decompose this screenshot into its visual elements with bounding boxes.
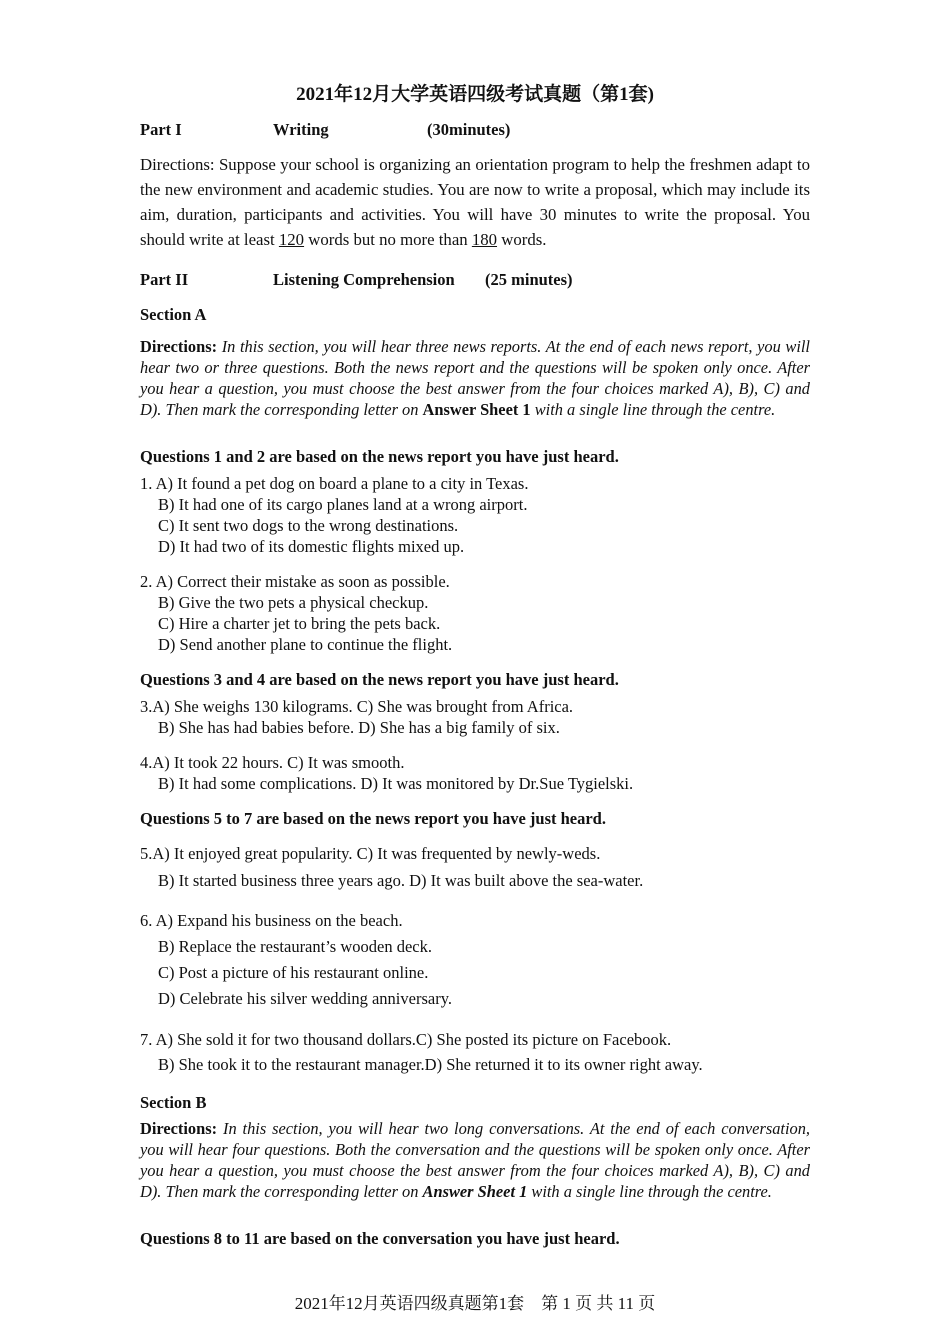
q2-option-b: B) Give the two pets a physical checkup. xyxy=(158,593,429,612)
questions-1-2-header: Questions 1 and 2 are based on the news report you have just heard. xyxy=(140,447,619,466)
part2-header xyxy=(140,270,573,290)
q4-options-ac: 4.A) It took 22 hours. C) It was smooth. xyxy=(140,753,405,772)
exam-page xyxy=(140,0,810,1342)
section-b-directions-text-a: In this section, you will hear two long conversations. At the end of each conversation, you will hear four questions. Both the conversation and the questions will be spoken only once. After you hear a question, you must choose the best answer from the four choices marked A), B), C) and D). Then mark the corresponding letter on xyxy=(140,1119,810,1201)
q7-options-ac: 7. A) She sold it for two thousand dollars.C) She posted its picture on Facebook. xyxy=(140,1030,672,1049)
q5-options-bd: B) It started business three years ago. D) It was built above the sea-water. xyxy=(158,871,644,890)
section-a-directions-text-b: with a single line through the centre. xyxy=(530,400,776,419)
section-b-heading: Section B xyxy=(140,1093,207,1112)
q1-option-c: C) It sent two dogs to the wrong destinations. xyxy=(158,516,459,535)
page-title: 2021年12月大学英语四级考试真题（第1套) xyxy=(296,84,654,105)
q6-option-b: B) Replace the restaurant’s wooden deck. xyxy=(158,937,432,956)
part2-label: Part II xyxy=(140,270,189,289)
part1-name: Writing xyxy=(273,120,329,139)
part1-directions-text-c: words. xyxy=(497,230,547,249)
q1-option-a: 1. A) It found a pet dog on board a plane to a city in Texas. xyxy=(140,474,529,493)
q5-options-ac: 5.A) It enjoyed great popularity. C) It was frequented by newly-weds. xyxy=(140,844,601,863)
page-footer: 2021年12月英语四级真题第1套 第 1 页 共 11 页 xyxy=(294,1294,656,1313)
q6-option-a: 6. A) Expand his business on the beach. xyxy=(140,911,403,930)
questions-3-4-header: Questions 3 and 4 are based on the news report you have just heard. xyxy=(140,670,619,689)
q2-option-c: C) Hire a charter jet to bring the pets back. xyxy=(158,614,441,633)
section-a-answer-sheet: Answer Sheet 1 xyxy=(422,400,531,419)
part1-time: (30minutes) xyxy=(427,120,511,139)
part1-label: Part I xyxy=(140,120,182,139)
q3-options-bd: B) She has had babies before. D) She has a big family of six. xyxy=(158,718,560,737)
part1-directions xyxy=(140,152,810,252)
section-b-answer-sheet: Answer Sheet 1 xyxy=(422,1182,528,1201)
q2-option-d: D) Send another plane to continue the flight. xyxy=(158,635,453,654)
q1-option-b: B) It had one of its cargo planes land at a wrong airport. xyxy=(158,495,528,514)
section-b-directions xyxy=(140,1118,810,1202)
part1-directions-text-b: words but no more than xyxy=(304,230,472,249)
section-b-directions-text-b: with a single line through the centre. xyxy=(527,1182,772,1201)
part2-time: (25 minutes) xyxy=(485,270,573,289)
questions-8-11-header: Questions 8 to 11 are based on the conversation you have just heard. xyxy=(140,1229,620,1248)
section-a-directions-label: Directions: xyxy=(140,337,218,356)
q6-option-c: C) Post a picture of his restaurant online. xyxy=(158,963,429,982)
q3-options-ac: 3.A) She weighs 130 kilograms. C) She was brought from Africa. xyxy=(140,697,574,716)
section-a-directions xyxy=(140,336,810,420)
q1-option-d: D) It had two of its domestic flights mixed up. xyxy=(158,537,465,556)
section-b-directions-label: Directions: xyxy=(140,1119,218,1138)
q2-option-a: 2. A) Correct their mistake as soon as possible. xyxy=(140,572,450,591)
q6-option-d: D) Celebrate his silver wedding anniversary. xyxy=(158,989,453,1008)
q4-options-bd: B) It had some complications. D) It was monitored by Dr.Sue Tygielski. xyxy=(158,774,634,793)
part1-header xyxy=(140,120,511,140)
part1-directions-text-a: Directions: Suppose your school is organizing an orientation program to help the freshmen adapt to the new environment and academic studies. You are now to write a proposal, which may include its aim, duration, participants and activities. You will have 30 minutes to write the proposal. You should write at least xyxy=(140,155,810,249)
q7-options-bd: B) She took it to the restaurant manager.D) She returned it to its owner right away. xyxy=(158,1055,703,1074)
section-a-heading: Section A xyxy=(140,305,207,324)
min-words: 120 xyxy=(278,230,305,249)
questions-5-7-header: Questions 5 to 7 are based on the news report you have just heard. xyxy=(140,809,606,828)
part2-name: Listening Comprehension xyxy=(273,270,455,289)
max-words: 180 xyxy=(471,230,498,249)
section-a-directions-text-a: In this section, you will hear three news reports. At the end of each news report, you will hear two or three questions. Both the news report and the questions will be spoken only once. After you hear a question, you must choose the best answer from the four choices marked A), B), C) and D). Then mark the corresponding letter on xyxy=(140,337,810,419)
